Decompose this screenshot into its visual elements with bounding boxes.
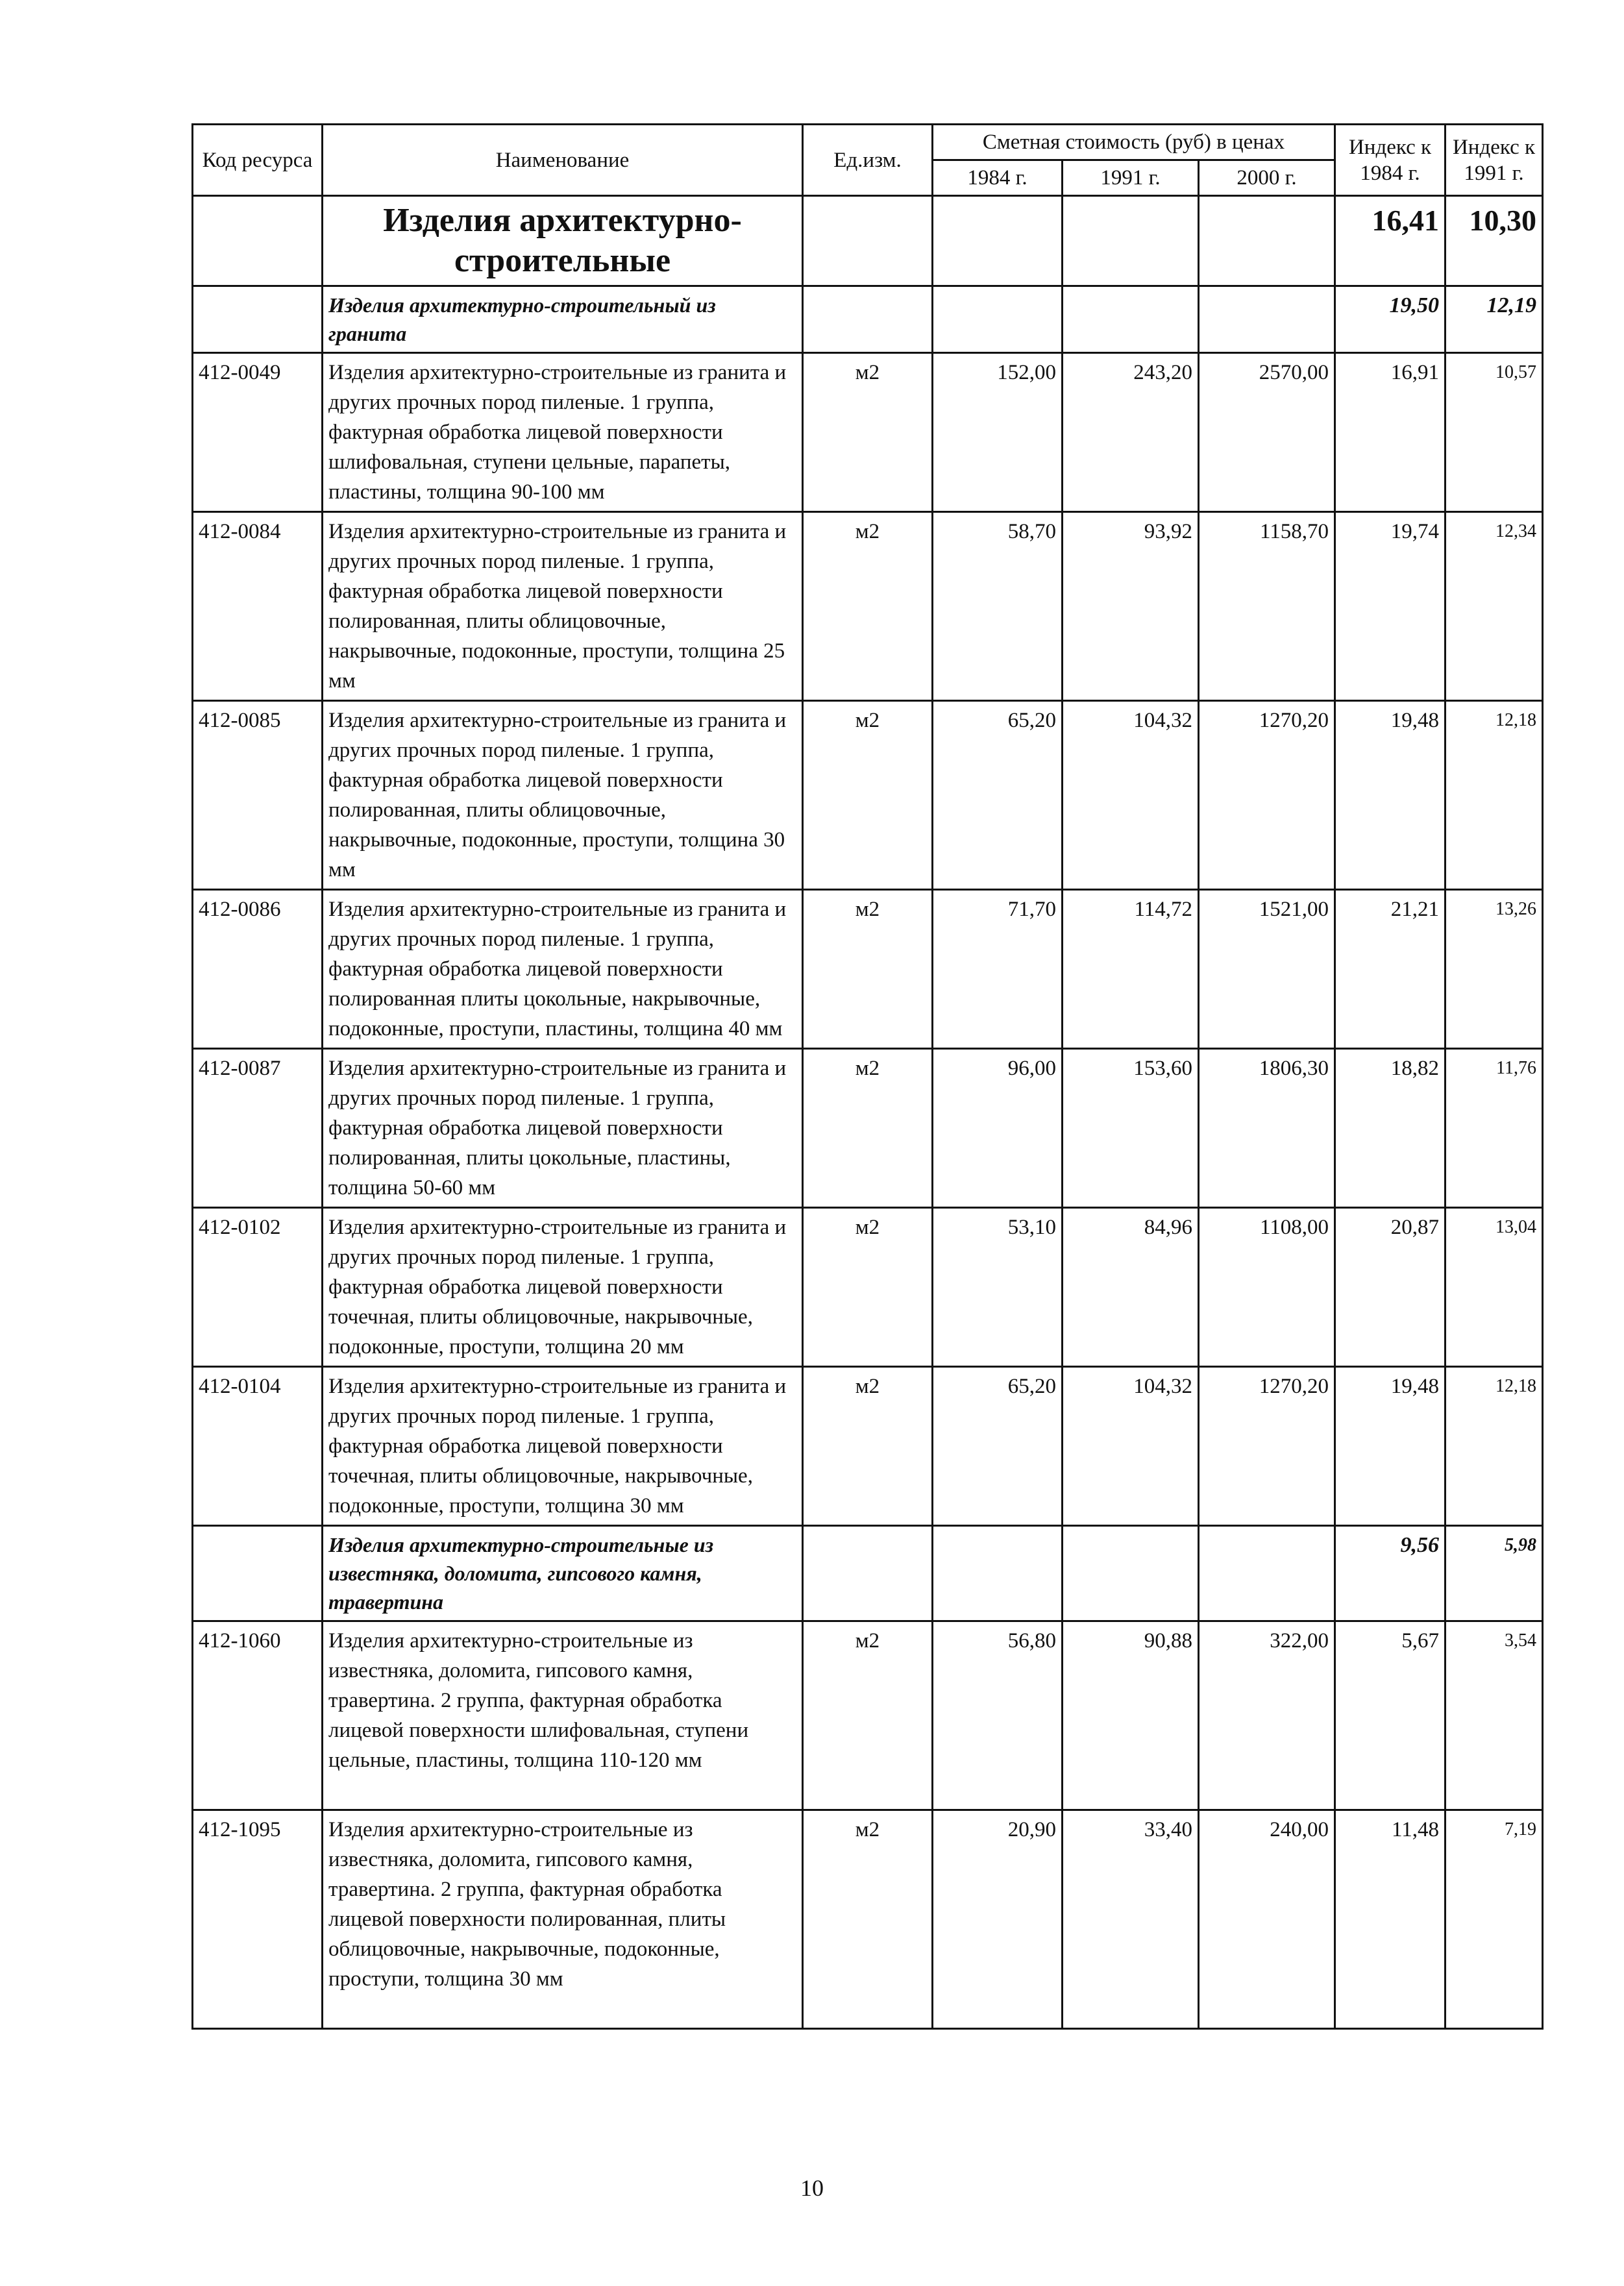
subgroup-title: Изделия архитектурно-строительный из гранита bbox=[323, 286, 803, 353]
row-idx-1984: 5,67 bbox=[1335, 1621, 1446, 1810]
subgroup-row bbox=[193, 1526, 1543, 1621]
row-name: Изделия архитектурно-строительные из гранита и других прочных пород пиленые. 1 группа, фактурная обработка лицевой поверхности полированная плиты цокольные, накрывочные, подоконные, проступи, пластины, толщина 40 мм bbox=[323, 890, 803, 1049]
group-idx1991: 10,30 bbox=[1446, 196, 1543, 286]
row-cost-2000: 1108,00 bbox=[1199, 1208, 1335, 1367]
row-name: Изделия архитектурно-строительные из известняка, доломита, гипсового камня, травертина. 2 группа, фактурная обработка лицевой поверхности полированная, плиты облицовочные, накрывочные, подоконные, проступи, толщина 30 мм bbox=[323, 1810, 803, 2029]
row-idx-1991: 13,26 bbox=[1446, 890, 1543, 1049]
col-idx1984-header: Индекс к 1984 г. bbox=[1335, 125, 1446, 196]
price-table-page bbox=[191, 123, 1542, 2030]
row-unit: м2 bbox=[803, 512, 933, 701]
row-unit: м2 bbox=[803, 1810, 933, 2029]
subgroup-idx1991: 12,19 bbox=[1446, 286, 1543, 353]
row-name: Изделия архитектурно-строительные из гранита и других прочных пород пиленые. 1 группа, фактурная обработка лицевой поверхности шлифовальная, ступени цельные, парапеты, пластины, толщина 90-100 мм bbox=[323, 353, 803, 512]
row-idx-1991: 10,57 bbox=[1446, 353, 1543, 512]
subgroup-idx1991: 5,98 bbox=[1446, 1526, 1543, 1621]
row-cost-1991: 104,32 bbox=[1063, 1367, 1199, 1526]
row-idx-1991: 7,19 bbox=[1446, 1810, 1543, 2029]
row-idx-1991: 12,18 bbox=[1446, 701, 1543, 890]
row-code: 412-0104 bbox=[193, 1367, 323, 1526]
subgroup-idx1984: 19,50 bbox=[1335, 286, 1446, 353]
col-2000-header: 2000 г. bbox=[1199, 160, 1335, 196]
row-idx-1991: 3,54 bbox=[1446, 1621, 1543, 1810]
row-unit: м2 bbox=[803, 353, 933, 512]
row-name: Изделия архитектурно-строительные из известняка, доломита, гипсового камня, травертина. 2 группа, фактурная обработка лицевой поверхности шлифовальная, ступени цельные, пластины, толщина 110-120 мм bbox=[323, 1621, 803, 1810]
subgroup-idx1984: 9,56 bbox=[1335, 1526, 1446, 1621]
table-row bbox=[193, 701, 1543, 890]
row-cost-1991: 84,96 bbox=[1063, 1208, 1199, 1367]
row-cost-1984: 20,90 bbox=[933, 1810, 1063, 2029]
row-idx-1991: 12,18 bbox=[1446, 1367, 1543, 1526]
row-code: 412-0085 bbox=[193, 701, 323, 890]
row-cost-1984: 65,20 bbox=[933, 701, 1063, 890]
group-idx1984: 16,41 bbox=[1335, 196, 1446, 286]
row-code: 412-0086 bbox=[193, 890, 323, 1049]
group-title: Изделия архитектурно-строительные bbox=[323, 196, 803, 286]
row-cost-1984: 71,70 bbox=[933, 890, 1063, 1049]
row-idx-1984: 19,48 bbox=[1335, 1367, 1446, 1526]
row-idx-1984: 19,48 bbox=[1335, 701, 1446, 890]
table-row bbox=[193, 1621, 1543, 1810]
row-idx-1984: 19,74 bbox=[1335, 512, 1446, 701]
row-name: Изделия архитектурно-строительные из гранита и других прочных пород пиленые. 1 группа, фактурная обработка лицевой поверхности полированная, плиты цокольные, пластины, толщина 50-60 мм bbox=[323, 1049, 803, 1208]
table-row bbox=[193, 1367, 1543, 1526]
row-cost-2000: 1806,30 bbox=[1199, 1049, 1335, 1208]
table-row bbox=[193, 1810, 1543, 2029]
row-cost-1991: 93,92 bbox=[1063, 512, 1199, 701]
col-cost-group-header: Сметная стоимость (руб) в ценах bbox=[933, 125, 1335, 160]
col-unit-header: Ед.изм. bbox=[803, 125, 933, 196]
table-row bbox=[193, 1208, 1543, 1367]
row-cost-1991: 104,32 bbox=[1063, 701, 1199, 890]
row-cost-1984: 56,80 bbox=[933, 1621, 1063, 1810]
row-cost-1991: 114,72 bbox=[1063, 890, 1199, 1049]
row-idx-1984: 18,82 bbox=[1335, 1049, 1446, 1208]
row-name: Изделия архитектурно-строительные из гранита и других прочных пород пиленые. 1 группа, фактурная обработка лицевой поверхности полированная, плиты облицовочные, накрывочные, подоконные, проступи, толщина 25 мм bbox=[323, 512, 803, 701]
row-name: Изделия архитектурно-строительные из гранита и других прочных пород пиленые. 1 группа, фактурная обработка лицевой поверхности точечная, плиты облицовочные, накрывочные, подоконные, проступи, толщина 20 мм bbox=[323, 1208, 803, 1367]
row-unit: м2 bbox=[803, 701, 933, 890]
col-idx1991-header: Индекс к 1991 г. bbox=[1446, 125, 1543, 196]
row-code: 412-0087 bbox=[193, 1049, 323, 1208]
row-code: 412-1060 bbox=[193, 1621, 323, 1810]
row-idx-1984: 21,21 bbox=[1335, 890, 1446, 1049]
row-cost-1991: 90,88 bbox=[1063, 1621, 1199, 1810]
row-code: 412-1095 bbox=[193, 1810, 323, 2029]
col-code-header: Код ресурса bbox=[193, 125, 323, 196]
row-unit: м2 bbox=[803, 1049, 933, 1208]
row-idx-1984: 16,91 bbox=[1335, 353, 1446, 512]
row-idx-1991: 11,76 bbox=[1446, 1049, 1543, 1208]
price-table bbox=[191, 123, 1544, 2030]
row-cost-1984: 65,20 bbox=[933, 1367, 1063, 1526]
row-cost-1991: 153,60 bbox=[1063, 1049, 1199, 1208]
row-code: 412-0049 bbox=[193, 353, 323, 512]
row-cost-2000: 1158,70 bbox=[1199, 512, 1335, 701]
group-row bbox=[193, 196, 1543, 286]
row-cost-1991: 33,40 bbox=[1063, 1810, 1199, 2029]
row-cost-2000: 322,00 bbox=[1199, 1621, 1335, 1810]
col-1984-header: 1984 г. bbox=[933, 160, 1063, 196]
row-cost-1984: 96,00 bbox=[933, 1049, 1063, 1208]
row-cost-1991: 243,20 bbox=[1063, 353, 1199, 512]
row-cost-2000: 1270,20 bbox=[1199, 701, 1335, 890]
table-row bbox=[193, 353, 1543, 512]
row-unit: м2 bbox=[803, 1367, 933, 1526]
table-row bbox=[193, 512, 1543, 701]
row-cost-2000: 1270,20 bbox=[1199, 1367, 1335, 1526]
row-idx-1984: 20,87 bbox=[1335, 1208, 1446, 1367]
col-name-header: Наименование bbox=[323, 125, 803, 196]
subgroup-row bbox=[193, 286, 1543, 353]
row-name: Изделия архитектурно-строительные из гранита и других прочных пород пиленые. 1 группа, фактурная обработка лицевой поверхности точечная, плиты облицовочные, накрывочные, подоконные, проступи, толщина 30 мм bbox=[323, 1367, 803, 1526]
row-unit: м2 bbox=[803, 1621, 933, 1810]
page-number: 10 bbox=[800, 2175, 824, 2201]
row-unit: м2 bbox=[803, 890, 933, 1049]
subgroup-title: Изделия архитектурно-строительные из известняка, доломита, гипсового камня, травертина bbox=[323, 1526, 803, 1621]
row-idx-1984: 11,48 bbox=[1335, 1810, 1446, 2029]
row-cost-1984: 152,00 bbox=[933, 353, 1063, 512]
table-row bbox=[193, 1049, 1543, 1208]
row-cost-2000: 1521,00 bbox=[1199, 890, 1335, 1049]
row-idx-1991: 12,34 bbox=[1446, 512, 1543, 701]
row-cost-2000: 240,00 bbox=[1199, 1810, 1335, 2029]
row-code: 412-0102 bbox=[193, 1208, 323, 1367]
row-cost-1984: 58,70 bbox=[933, 512, 1063, 701]
header-row-1 bbox=[193, 125, 1543, 160]
row-code: 412-0084 bbox=[193, 512, 323, 701]
row-unit: м2 bbox=[803, 1208, 933, 1367]
table-row bbox=[193, 890, 1543, 1049]
row-name: Изделия архитектурно-строительные из гранита и других прочных пород пиленые. 1 группа, фактурная обработка лицевой поверхности полированная, плиты облицовочные, накрывочные, подоконные, проступи, толщина 30 мм bbox=[323, 701, 803, 890]
row-cost-2000: 2570,00 bbox=[1199, 353, 1335, 512]
row-cost-1984: 53,10 bbox=[933, 1208, 1063, 1367]
row-idx-1991: 13,04 bbox=[1446, 1208, 1543, 1367]
col-1991-header: 1991 г. bbox=[1063, 160, 1199, 196]
